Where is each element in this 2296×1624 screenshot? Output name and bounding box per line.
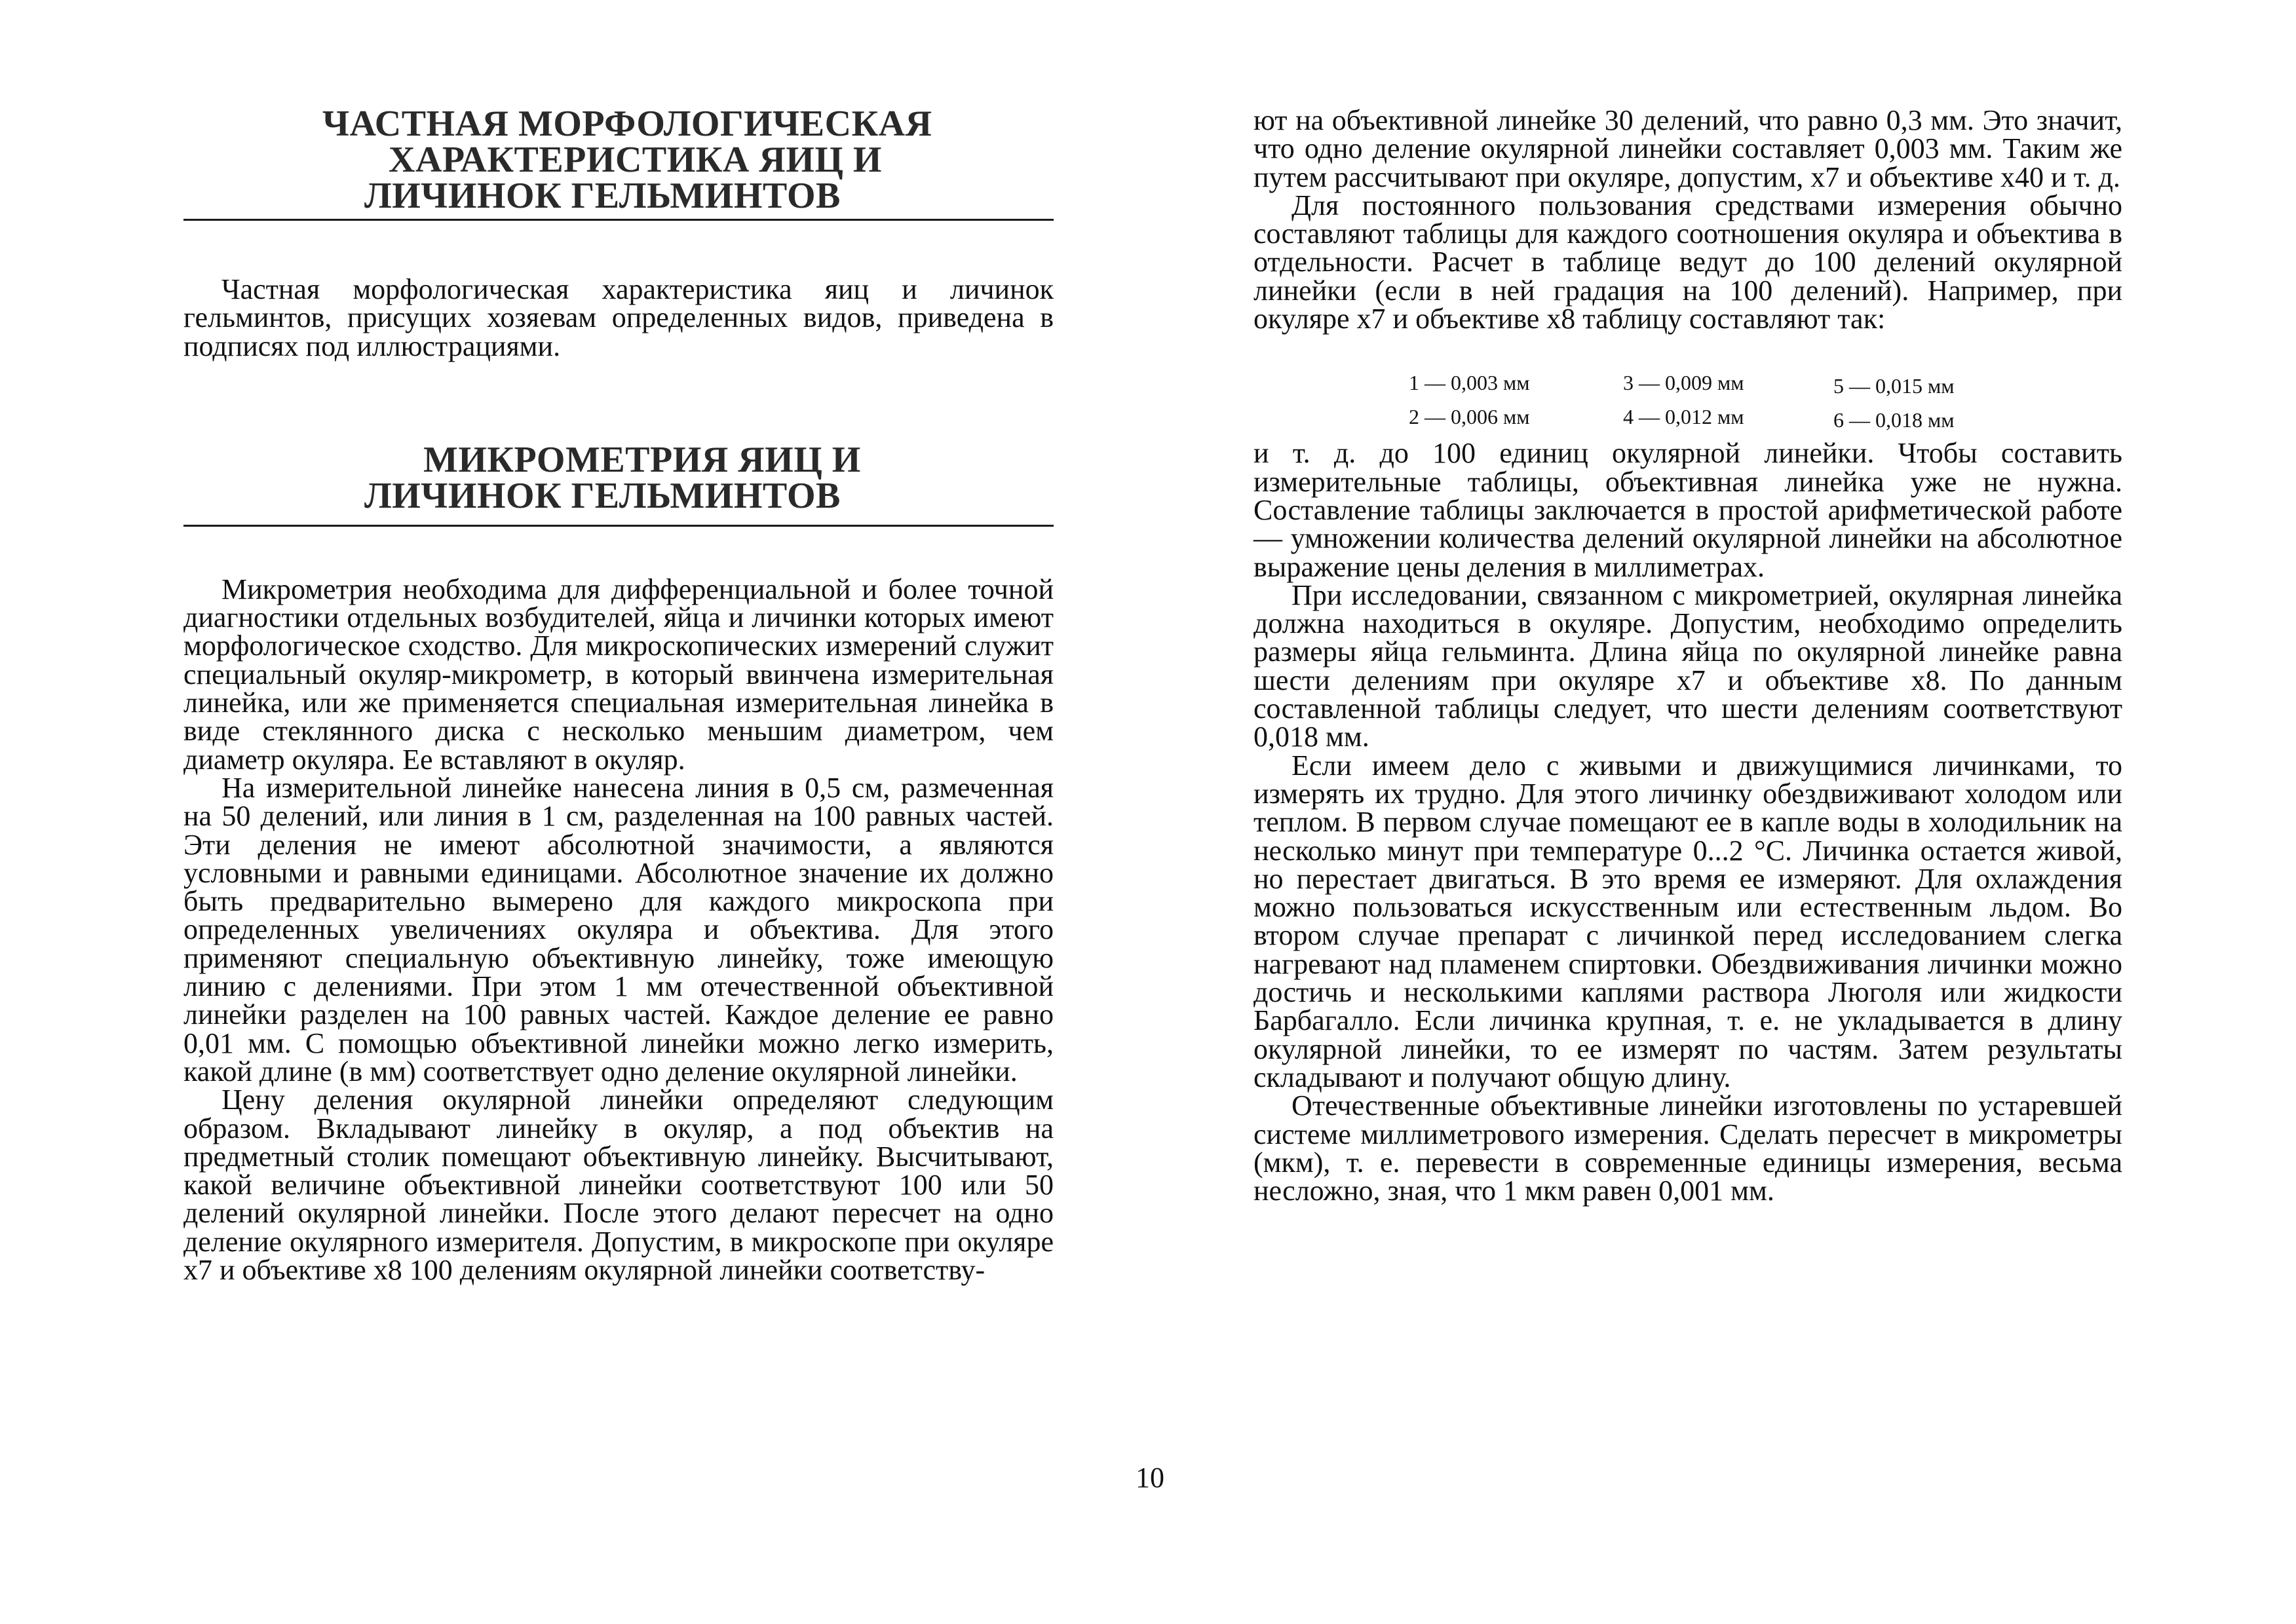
heading-line: МИКРОМЕТРИЯ ЯИЦ И — [423, 439, 861, 480]
body-paragraph: Отечественные объективные линейки изготовлены по устаревшей системе миллиметрового измерения. Сделать пересчет в микрометры (мкм), т. е. перевести в современные единицы измерения, весьма несложно, зная, что 1 мкм равен 0,001 мм. — [1253, 1089, 2122, 1207]
body-paragraph: Если имеем дело с живыми и движущимися личинками, то измерять их трудно. Для этого личинку обездвиживают холодом или теплом. В первом случае помещают ее в капле воды в холодильник на несколько минут при температуре 0...2 °С. Личинка остается живой, но перестает двигаться. В это время ее измеряют. Для охлаждения можно пользоваться искусственным или естественным льдом. Во втором случае препарат с личинкой перед исследованием слегка нагревают над пламенем спиртовки. Обездвиживания личинки можно достичь и несколькими каплями раствора Люголя или жидкости Барбагалло. Если личинка крупная, т. е. не укладывается в длину окулярной линейки, то ее измерят по частям. Затем результаты складывают и получают общую длину. — [1253, 749, 2122, 1093]
heading-line: ЛИЧИНОК ГЕЛЬМИНТОВ — [364, 475, 841, 516]
right-page-column — [1253, 106, 2122, 1205]
table-cell: 3 — 0,009 мм — [1623, 371, 1744, 395]
table-cell: 5 — 0,015 мм — [1833, 374, 1955, 398]
heading-line: ЛИЧИНОК ГЕЛЬМИНТОВ — [364, 176, 841, 216]
body-paragraph: Для постоянного пользования средствами измерения обычно составляют таблицы для каждого соотношения окуляра и объектива в отдельности. Расчет в таблице ведут до 100 делений окулярной линейки (если в ней градация на 100 делений). Например, при окуляре х7 и объективе х8 таблицу составляют так: — [1253, 189, 2122, 335]
after-table-paragraph: и т. д. до 100 единиц окулярной линейки. Чтобы составить измерительные таблицы, объективная линейка уже не нужна. Составление таблицы заключается в простой арифметической работе — умножении количества делений окулярной линейки на абсолютное выражение цены деления в миллиметрах. — [1253, 437, 2122, 583]
table-cell: 6 — 0,018 мм — [1833, 408, 1955, 432]
heading-line: ХАРАКТЕРИСТИКА ЯИЦ И — [389, 140, 882, 180]
left-page-column — [183, 104, 1054, 1287]
table-cell: 2 — 0,006 мм — [1409, 405, 1530, 429]
table-cell: 4 — 0,012 мм — [1623, 405, 1744, 429]
table-cell: 1 — 0,003 мм — [1409, 371, 1530, 395]
section-heading-micrometry — [183, 439, 1054, 525]
body-paragraph: Микрометрия необходима для дифференциальной и более точной диагностики отдельных возбудителей, яйца и личинки которых имеют морфологическое сходство. Для микроскопических измерений служит специальный окуляр-микрометр, в который ввинчена измерительная линейка, или же применяется специальная измерительная линейка в виде стеклянного диска с несколько меньшим диаметром, чем диаметр окуляра. Ее вставляют в окуляр. — [183, 573, 1054, 776]
body-paragraph: При исследовании, связанном с микрометрией, окулярная линейка должна находиться в окуляре. Допустим, необходимо определить размеры яйца гельминта. Длина яйца по окулярной линейке равна шести делениям при окуляре х7 и объективе х8. По данным составленной таблицы следует, что шести делениям соответствуют 0,018 мм. — [1253, 578, 2122, 753]
body-paragraph: На измерительной линейке нанесена линия в 0,5 см, размеченная на 50 делений, или линия в 1 см, разделенная на 100 равных частей. Эти деления не имеют абсолютной значимости, а являются условными и равными единицами. Абсолютное значение их должно быть предварительно вымерено для каждого микроскопа при определенных увеличениях окуляра и объектива. Для этого применяют специальную объективную линейку, тоже имеющую линию с делениями. При этом 1 мм отечественной объективной линейки разделен на 100 равных частей. Каждое деление ее равно 0,01 мм. С помощью объективной линейки можно легко измерить, какой длине (в мм) соответствует одно деление окулярной линейки. — [183, 771, 1054, 1087]
section-heading-private-morphology — [183, 106, 1054, 219]
continuation-paragraph: ют на объективной линейке 30 делений, что равно 0,3 мм. Это значит, что одно деление окулярной линейки составляет 0,003 мм. Таким же путем рассчитывают при окуляре, допустим, х7 и объективе х40 и т. д. — [1253, 104, 2122, 193]
measurement-table — [1253, 333, 2122, 439]
page-number: 10 — [1136, 1462, 1164, 1494]
heading-line: ЧАСТНАЯ МОРФОЛОГИЧЕСКАЯ — [322, 104, 932, 144]
body-paragraph: Цену деления окулярной линейки определяют следующим образом. Вкладывают линейку в окуляр, а под объектив на предметный столик помещают объективную линейку. Высчитывают, какой величине объективной линейки соответствуют 100 или 50 делений окулярной линейки. После этого делают пересчет на одно деление окулярного измерителя. Допустим, в микроскопе при окуляре х7 и объективе х8 100 делениям окулярной линейки соответству- — [183, 1084, 1054, 1287]
intro-paragraph: Частная морфологическая характеристика яиц и личинок гельминтов, присущих хозяевам определенных видов, приведена в подписях под иллюстрациями. — [183, 273, 1054, 362]
